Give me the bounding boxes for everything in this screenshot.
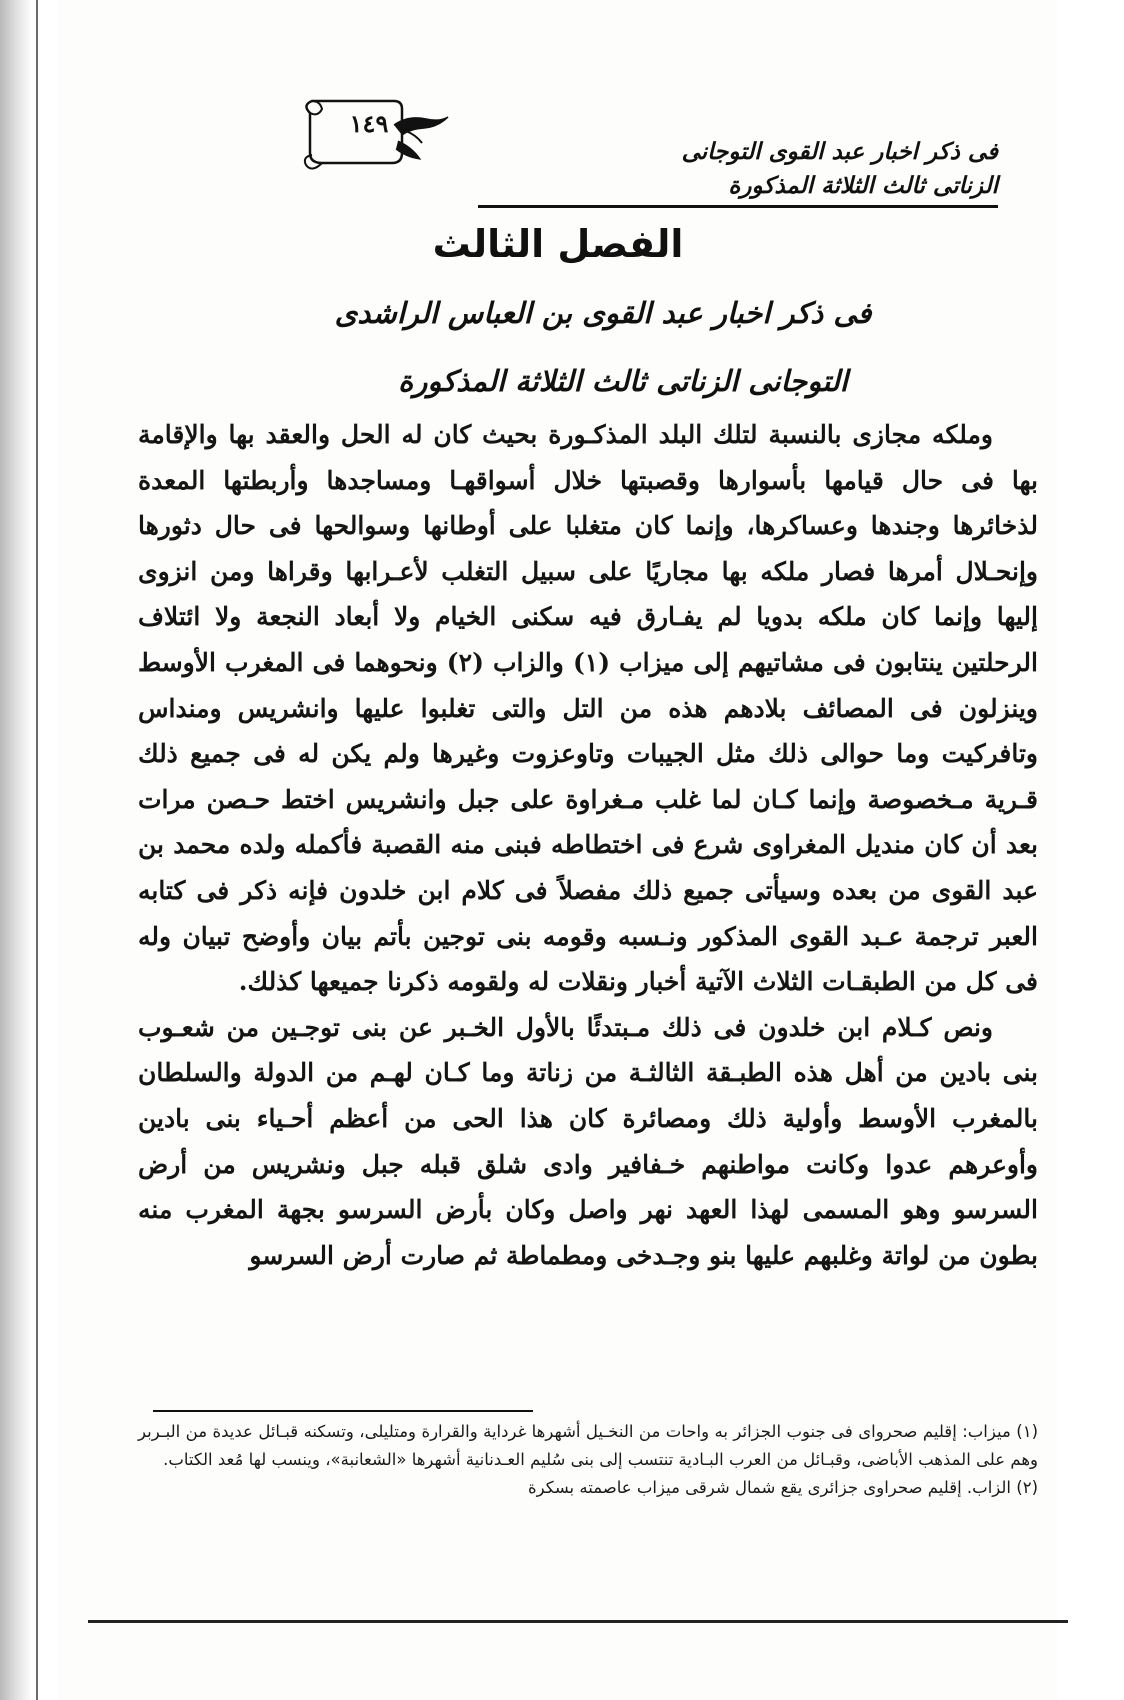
paragraph: وملكه مجازى بالنسبة لتلك البلد المذكـورة بحيث كان له الحل والعقد بها والإقامة بها فى حال قيامها بأسوارها وقصبتها خلال أسواقهـا ومساجدها وأربطتها المعدة لذخائرها وجندها وعساكرها، وإنما كان متغلبا على أوطانها وسوالحها فى حال دثورها وإنحـلال أمرها فصار ملكه بها مجاريًا على سبيل التغلب لأعـرابها وقراها ومن انزوى إليها وإنما كان ملكه بدويا لم يفـارق فيه سكنى الخيام ولا أبعاد النجعة ولا ائتلاف الرحلتين ينتابون فى مشاتيهم إلى ميزاب (١) والزاب (٢) ونحوهما فى المغرب الأوسط وينزلون فى المصائف بلادهم هذه من التل والتى تغلبوا عليها وانشريس ومنداس وتافركيت وما حوالى ذلك مثل الجيبات وتاوعزوت وغيرها ولم يكن له فى جميع ذلك قـرية مـخصوصة وإنما كـان لما غلب مـغراوة على جبل وانشريس اختط حـصن مرات بعد أن كان منديل المغراوى شرع فى اختطاطه فبنى منه القصبة فأكمله ولده محمد بن عبد القوى من بعده وسيأتى جميع ذلك مفصلاً فى كلام ابن خلدون فإنه ذكر فى كتابه العبر ترجمة عـبد القوى المذكور ونـسبه وقومه بنى توجين بأتم بيان وأوضح تبيان وله فى كل من الطبقـات الثلاث الآتية أخبار ونقلات له ولقومه ذكرنا جميعها كذلك. (138, 420, 1038, 997)
running-header-line1: فى ذكر اخبار عبد القوى التوجانى (681, 139, 998, 165)
page-number-scroll-ornament (298, 95, 458, 181)
page-bottom-rule (88, 1620, 1068, 1623)
page-number: ١٤٩ (349, 109, 389, 138)
chapter-subtitle-line1: فى ذكر اخبار عبد القوى بن العباس الراشدى (334, 296, 872, 330)
paragraph: ونص كـلام ابن خلدون فى ذلك مـبتدئًا بالأول الخـبر عن بنى توجـين من شعـوب بنى بادين من أهل هذه الطبـقة الثالثـة من زناتة وما كـان لهـم من الدولة والسلطان بالمغرب الأوسط وأولية ذلك ومصائرة كان هذا الحى من أعظم أحـياء بنى بادين وأوعرهم عدوا وكانت مواطنهم خـفافير وادى شلق قبله جبل ونشريس من أرض السرسو وهو المسمى لهذا العهد نهر واصل وكان بأرض السرسو بجهة المغرب منه بطون من لواتة وغلبهم عليها بنو وجـدخى ومطماطة ثم صارت أرض السرسو (138, 1012, 1038, 1270)
scroll-ornament-icon (298, 95, 458, 181)
footnote-separator (153, 1410, 533, 1412)
book-page (58, 0, 1058, 1700)
chapter-title: الفصل الثالث (432, 222, 684, 266)
body-text (138, 412, 1038, 1278)
footnote: (٢) الزاب. إقليم صحراوى جزائرى يقع شمال شرقى ميزاب عاصمته بسكرة (527, 1478, 1038, 1497)
chapter-subtitle-line2: التوجانى الزناتى ثالث الثلاثة المذكورة (398, 364, 848, 398)
footnote: (١) ميزاب: إقليم صحرواى فى جنوب الجزائر به واحات من النخـيل أشهرها غرداية والقرارة ومتليلى، وتسكنه قبـائل عديدة من البـربر وهم على المذهب الأباضى، وقبـائل من العرب البـادية تنتسب إلى بنى سُليم العـدنانية أشهرها «الشعانبة»، وينسب لها مُعد الكتاب. (138, 1422, 1038, 1469)
running-header (478, 135, 998, 208)
footnotes (138, 1418, 1038, 1502)
running-header-line2: الزناتى ثالث الثلاثة المذكورة (478, 169, 998, 208)
book-spine-shadow (0, 0, 30, 1700)
book-gutter-line (36, 0, 38, 1700)
